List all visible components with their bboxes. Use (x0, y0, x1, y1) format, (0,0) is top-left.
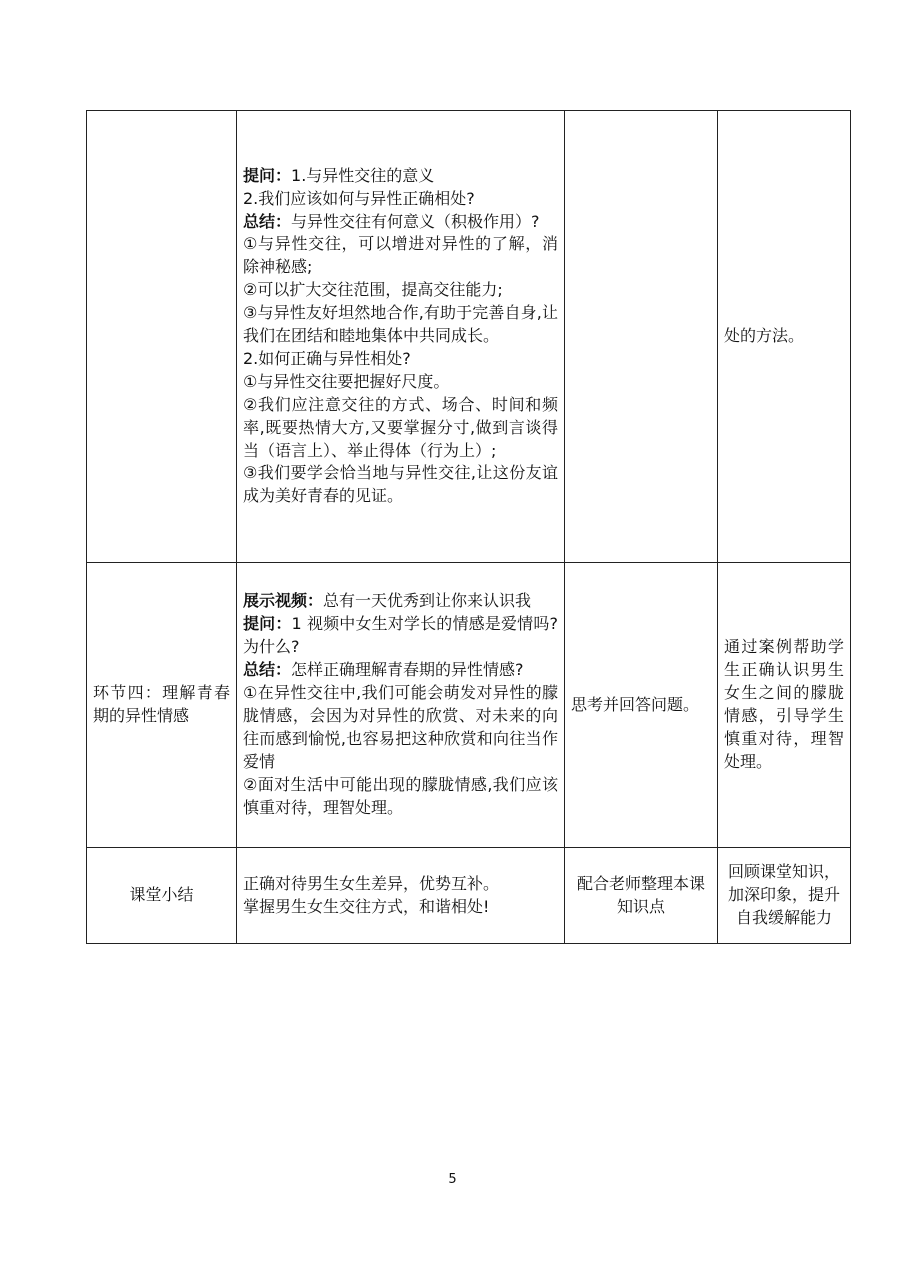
content-line (243, 590, 558, 613)
content-line (243, 348, 558, 371)
line-text: 与异性交往有何意义（积极作用）? (291, 211, 540, 231)
lesson-plan-table (86, 110, 851, 944)
line-text: ①与异性交往要把握好尺度。 (243, 371, 450, 391)
line-text: ①与异性交往，可以增进对异性的了解，消除神秘感; (243, 234, 558, 277)
content-line (243, 371, 558, 394)
content-line (243, 896, 558, 919)
line-text: 怎样正确理解青春期的异性情感? (291, 660, 524, 680)
student-activity-cell: 配合老师整理本课知识点 (565, 848, 718, 944)
content-line (243, 682, 558, 774)
line-text: ②面对生活中可能出现的朦胧情感,我们应该慎重对待，理智处理。 (243, 774, 558, 817)
line-text: 1.与异性交往的意义 (291, 165, 435, 185)
content-line (243, 613, 558, 659)
line-text: 2.如何正确与异性相处? (243, 348, 411, 368)
page-number: 5 (448, 1172, 457, 1187)
design-intent-cell: 处的方法。 (718, 111, 851, 563)
content-line (243, 873, 558, 896)
content-line (243, 394, 558, 463)
line-label: 提问： (243, 614, 292, 634)
content-line (243, 188, 558, 211)
content-line (243, 302, 558, 348)
line-text: 正确对待男生女生差异，优势互补。 (243, 873, 500, 893)
line-text: 掌握男生女生交往方式，和谐相处! (243, 896, 490, 916)
line-label: 总结： (243, 211, 292, 231)
line-label: 提问： (243, 165, 292, 185)
line-label: 总结： (243, 660, 292, 680)
line-text: ②可以扩大交往范围，提高交往能力; (243, 280, 503, 300)
design-intent-cell: 通过案例帮助学生正确认识男生女生之间的朦胧情感，引导学生慎重对待，理智处理。 (718, 563, 851, 848)
line-text: ①在异性交往中,我们可能会萌发对异性的朦胧情感，会因为对异性的欣赏、对未来的向往而感到愉悦,也容易把这种欣赏和向往当作爱情 (243, 683, 558, 771)
student-activity-cell: 思考并回答问题。 (565, 563, 718, 848)
content-line (243, 279, 558, 302)
content-line (243, 233, 558, 279)
student-activity-cell (565, 111, 718, 563)
content-line (243, 774, 558, 820)
line-text: 总有一天优秀到让你来认识我 (323, 591, 532, 611)
teacher-activity-cell (237, 111, 565, 563)
stage-cell: 环节四：理解青春期的异性情感 (87, 563, 237, 848)
line-text: ③我们要学会恰当地与异性交往,让这份友谊成为美好青春的见证。 (243, 463, 558, 506)
teacher-activity-cell (237, 848, 565, 944)
content-line (243, 462, 558, 508)
line-text: 2.我们应该如何与异性正确相处? (243, 188, 475, 208)
line-text: ③与异性友好坦然地合作,有助于完善自身,让我们在团结和睦地集体中共同成长。 (243, 303, 558, 346)
content-line (243, 165, 558, 188)
teacher-activity-cell (237, 563, 565, 848)
table-row (87, 848, 851, 944)
table-row (87, 111, 851, 563)
stage-cell: 课堂小结 (87, 848, 237, 944)
content-line (243, 211, 558, 234)
table-row (87, 563, 851, 848)
line-text: 1 视频中女生对学长的情感是爱情吗? 为什么? (243, 614, 558, 657)
stage-cell (87, 111, 237, 563)
design-intent-cell: 回顾课堂知识，加深印象，提升自我缓解能力 (718, 848, 851, 944)
content-line (243, 659, 558, 682)
line-label: 展示视频： (243, 591, 324, 611)
line-text: ②我们应注意交往的方式、场合、时间和频率,既要热情大方,又要掌握分寸,做到言谈得当（语言上）、举止得体（行为上）; (243, 394, 558, 460)
